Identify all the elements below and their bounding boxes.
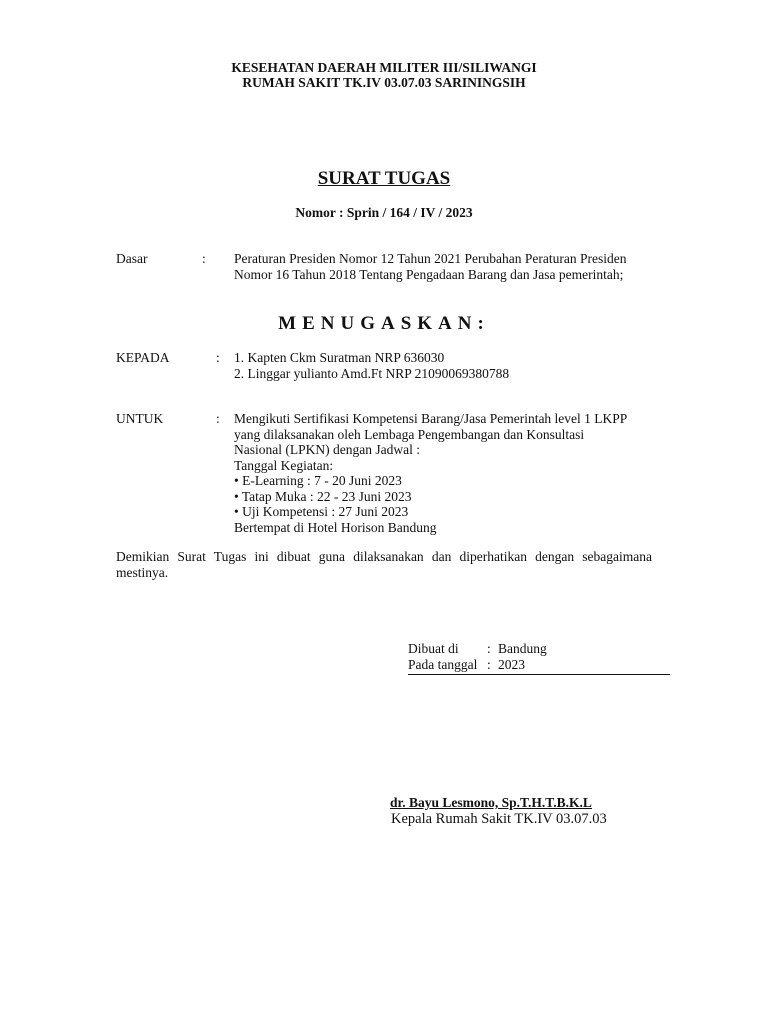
untuk-label: UNTUK: [116, 411, 164, 426]
kepada-item-1: 1. Kapten Ckm Suratman NRP 636030: [234, 350, 445, 365]
date-underline: [408, 674, 670, 675]
header-line-2: RUMAH SAKIT TK.IV 03.07.03 SARININGSIH: [242, 75, 526, 90]
untuk-line-3: Nasional (LPKN) dengan Jadwal :: [234, 442, 420, 457]
tanggal-label: Pada tanggal: [408, 657, 478, 672]
document-number: Nomor : Sprin / 164 / IV / 2023: [295, 205, 473, 220]
dasar-content: [234, 251, 626, 282]
untuk-schedule-elearning: • E-Learning : 7 - 20 Juni 2023: [234, 473, 402, 488]
dasar-colon: :: [202, 251, 206, 266]
kepada-list: [234, 350, 509, 381]
tanggal-colon: :: [487, 657, 491, 672]
untuk-schedule-uji-kompetensi: • Uji Kompetensi : 27 Juni 2023: [234, 504, 409, 519]
dibuat-colon: :: [487, 641, 491, 656]
dasar-label: Dasar: [116, 251, 148, 266]
dasar-line-2: Nomor 16 Tahun 2018 Tentang Pengadaan Barang dan Jasa pemerintah;: [234, 266, 624, 282]
untuk-line-1: Mengikuti Sertifikasi Kompetensi Barang/Jasa Pemerintah level 1 LKPP: [234, 411, 628, 426]
kepada-item-2: 2. Linggar yulianto Amd.Ft NRP 21090069380788: [234, 365, 510, 381]
menugaskan-heading: MENUGASKAN:: [278, 313, 490, 334]
untuk-schedule-tatap-muka: • Tatap Muka : 22 - 23 Juni 2023: [234, 488, 412, 504]
dibuat-value: Bandung: [498, 641, 547, 656]
untuk-line-2: yang dilaksanakan oleh Lembaga Pengembangan dan Konsultasi: [234, 426, 585, 442]
untuk-location: Bertempat di Hotel Horison Bandung: [234, 519, 437, 535]
tanggal-value: 2023: [498, 657, 525, 672]
dasar-line-1: Peraturan Presiden Nomor 12 Tahun 2021 Perubahan Peraturan Presiden: [234, 251, 627, 266]
signer-name: dr. Bayu Lesmono, Sp.T.H.T.B.K.L: [390, 795, 592, 810]
document-title: [0, 168, 768, 190]
untuk-line-4: Tanggal Kegiatan:: [234, 457, 334, 473]
document-title-text: SURAT TUGAS: [317, 168, 451, 189]
untuk-colon: :: [216, 411, 220, 426]
closing-paragraph: Demikian Surat Tugas ini dibuat guna dilaksanakan dan diperhatikan dengan sebagaimana mestinya.: [116, 549, 652, 580]
kepada-colon: :: [216, 350, 220, 365]
dibuat-label: Dibuat di: [408, 641, 459, 656]
kepada-label: KEPADA: [116, 350, 170, 365]
header-line-1: KESEHATAN DAERAH MILITER III/SILIWANGI: [231, 60, 537, 75]
untuk-content: [234, 411, 627, 535]
signer-title: Kepala Rumah Sakit TK.IV 03.07.03: [391, 811, 607, 827]
